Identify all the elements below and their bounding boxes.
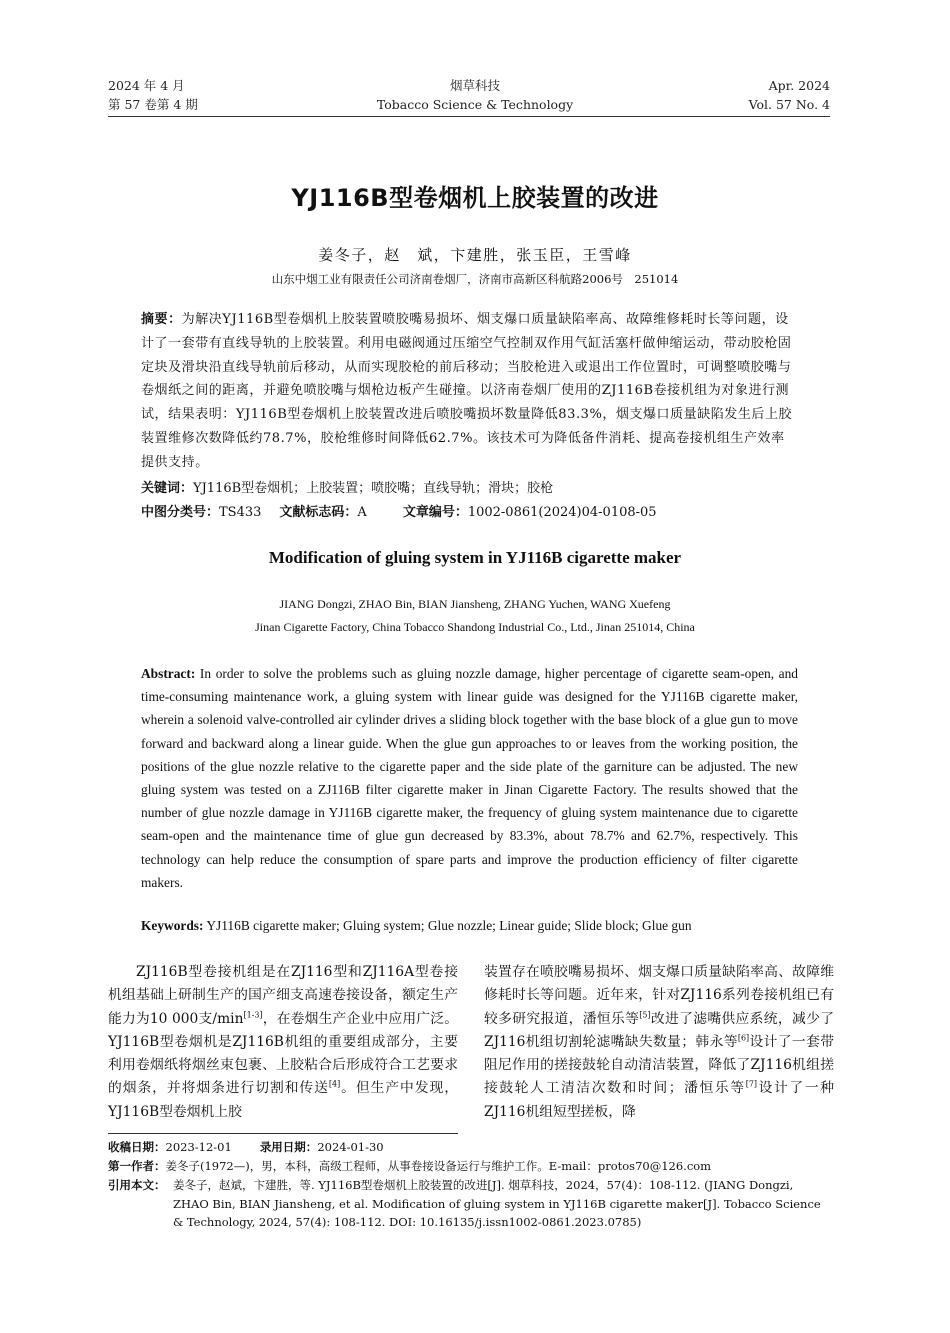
header-date-en: Apr. 2024 [768,78,830,93]
body-right-text-c: 设计了一套带阻尼作用的搓接鼓轮自动清洁装置，降低了ZJ116机组搓接鼓轮人工清洁次数和时间；潘恒乐等 [484,1033,835,1097]
first-author-text: 姜冬子(1972—)，男，本科，高级工程师，从事卷接设备运行与维护工作。E-mail：protos70@126.com [165,1159,712,1173]
citation-ref[interactable]: [6] [737,1033,750,1043]
header-volume-cn: 第 57 卷第 4 期 [108,97,198,112]
received-date: 2023-12-01 [165,1140,232,1154]
header-volume-en: Vol. 57 No. 4 [748,97,830,112]
citation-text: 姜冬子，赵斌，卞建胜，等. YJ116B型卷烟机上胶装置的改进[J]. 烟草科技，2024，57(4)：108-112. (JIANG Dongzi, ZHAO Bin, BIAN Jiansheng, et al. Modification of gluing system in YJ116B cigarette maker[J]. Tobacco Science & Technology, 2024, 57(4): 108-112. DOI: 10.16135/j.issn1002-0861.2023.0785) [173,1178,821,1229]
keywords-en-label: Keywords: [141,918,204,933]
affiliation-en: Jinan Cigarette Factory, China Tobacco Shandong Industrial Co., Ltd., Jinan 251014, China [255,620,695,634]
accepted-date: 2024-01-30 [317,1140,384,1154]
first-author-label: 第一作者： [108,1159,166,1173]
abstract-cn [141,308,798,475]
paper-title-en: Modification of gluing system in YJ116B cigarette maker [268,548,682,567]
body-left-text-c: 。但生产中发现，YJ116B型卷烟机上胶 [108,1080,459,1120]
clc-label: 中图分类号： [141,505,220,520]
abstract-en [141,662,798,894]
body-right-text-a: 装置存在喷胶嘴易损坏、烟支爆口质量缺陷率高、故障维修耗时长等问题。近年来，针对ZJ116系列卷接机组已有较多研究报道，潘恒乐等 [484,964,834,1027]
paper-title-cn: YJ116B型卷烟机上胶装置的改进 [291,184,659,212]
keywords-cn [141,477,798,501]
body-column-right [484,961,834,1124]
body-column-left [108,961,458,1124]
footnote-citation [108,1176,830,1232]
classification-line [141,501,798,525]
author-list-en: JIANG Dongzi, ZHAO Bin, BIAN Jiansheng, ZHANG Yuchen, WANG Xuefeng [279,597,671,611]
keywords-en-text: YJ116B cigarette maker; Gluing system; Glue nozzle; Linear guide; Slide block; Glue gun [206,918,692,933]
citation-label: 引用本文： [108,1178,166,1192]
citation-ref[interactable]: [1-3] [243,1010,263,1019]
affiliation-cn: 山东中烟工业有限责任公司济南卷烟厂，济南市高新区科航路2006号 251014 [271,272,679,286]
doc-code-label: 文献标志码： [279,505,358,520]
body-right-text-d: 设计了一种ZJ116机组短型搓板，降 [484,1080,835,1120]
abstract-cn-text: 为解决YJ116B型卷烟机上胶装置喷胶嘴易损坏、烟支爆口质量缺陷率高、故障维修耗时长等问题，设计了一套带有直线导轨的上胶装置。利用电磁阀通过压缩空气控制双作用气缸活塞杆做伸缩运动，带动胶枪固定块及滑块沿直线导轨前后移动，从而实现胶枪的前后移动；当胶枪进入或退出工作位置时，可调整喷胶嘴与卷烟纸之间的距离，并避免喷胶嘴与烟枪边板产生碰撞。以济南卷烟厂使用的ZJ116B卷接机组为对象进行测试，结果表明：YJ116B型卷烟机上胶装置改进后喷胶嘴损坏数量降低83.3%，烟支爆口质量缺陷发生后上胶装置维修次数降低约78.7%，胶枪维修时间降低62.7%。该技术可为降低备件消耗、提高卷接机组生产效率提供支持。 [141,312,793,470]
header-divider [108,116,830,117]
footnote-divider [108,1133,458,1134]
running-header-right [749,76,830,114]
citation-ref[interactable]: [7] [745,1079,758,1089]
doc-code-value: A [357,505,367,520]
body-right-text-b: 改进了滤嘴供应系统，减少了ZJ116机组切割轮滤嘴缺失数量；韩永等 [484,1010,835,1050]
journal-name-cn: 烟草科技 [449,78,500,93]
citation-ref[interactable]: [4] [328,1079,341,1089]
body-left-text-b: ，在卷烟生产企业中应用广泛。YJ116B型卷烟机是ZJ116B机组的重要组成部分，主要利用卷烟纸将烟丝束包裹、上胶粘合后形成符合工艺要求的烟条，并将烟条进行切割和传送 [108,1010,459,1097]
body-left-text-a: ZJ116B型卷接机组是在ZJ116型和ZJ116A型卷接机组基础上研制生产的国产细支高速卷接设备，额定生产能力为10 000支/min [108,964,458,1027]
keywords-cn-label: 关键词： [141,481,194,496]
abstract-cn-label: 摘要： [141,312,182,327]
keywords-cn-text: YJ116B型卷烟机；上胶装置；喷胶嘴；直线导轨；滑块；胶枪 [193,481,554,496]
header-date-cn: 2024 年 4 月 [108,78,185,93]
abstract-en-label: Abstract: [141,666,196,681]
footnote-dates [108,1138,830,1157]
citation-ref[interactable]: [5] [639,1010,651,1019]
accepted-label: 录用日期： [259,1140,318,1154]
clc-value: TS433 [219,505,262,520]
received-label: 收稿日期： [108,1140,166,1154]
footnote-first-author [108,1157,830,1176]
author-list-cn: 姜冬子，赵 斌，卞建胜，张玉臣，王雪峰 [318,246,632,264]
journal-name-en: Tobacco Science & Technology [376,97,574,112]
article-no-label: 文章编号： [402,505,468,520]
article-no-value: 1002-0861(2024)04-0108-05 [467,505,657,520]
keywords-en [141,914,821,937]
abstract-en-text: In order to solve the problems such as gluing nozzle damage, higher percentage of cigarette seam-open, and time-consuming maintenance work, a gluing system with linear guide was designed for the YJ116B cigarette maker, wherein a solenoid valve-controlled air cylinder drives a sliding block together with the base block of a glue gun to move forward and backward along a linear guide. When the glue gun approaches to or leaves from the working position, the positions of the glue nozzle relative to the cigarette paper and the side plate of the garniture can be adjusted. The new gluing system was tested on a ZJ116B filter cigarette maker in Jinan Cigarette Factory. The results showed that the number of glue nozzle damage in YJ116B cigarette maker, the frequency of gluing system maintenance due to cigarette seam-open and the maintenance time of glue gun decreased by 83.3%, about 78.7% and 62.7%, respectively. This technology can help reduce the consumption of spare parts and improve the production efficiency of filter cigarette makers. [141,666,798,890]
